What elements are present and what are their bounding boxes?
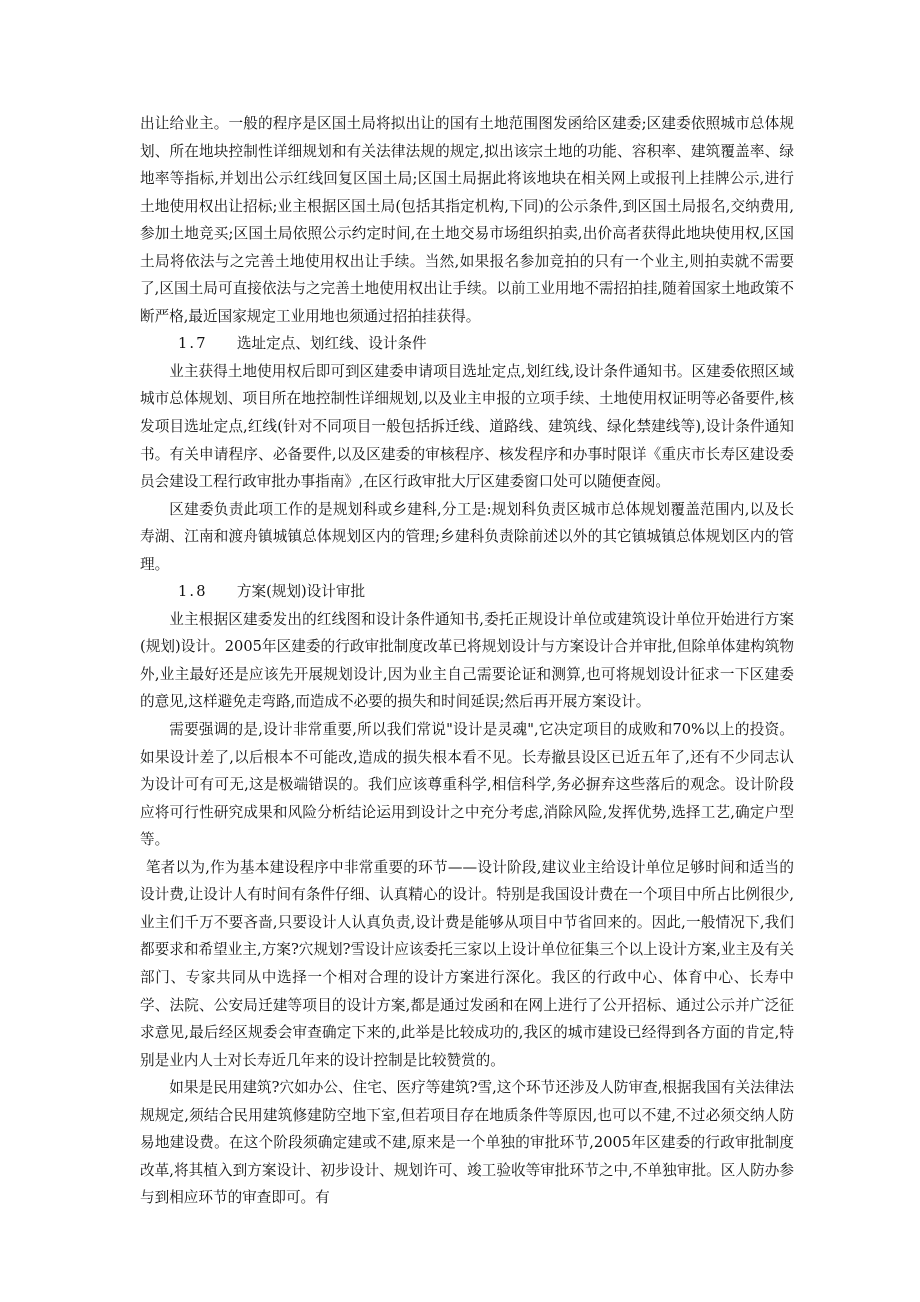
section-heading-1-8: [140, 578, 794, 606]
paragraph-author-opinion: 笔者以为,作为基本建设程序中非常重要的环节——设计阶段,建议业主给设计单位足够时间和适当的设计费,让设计人有时间有条件仔细、认真精心的设计。特别是我国设计费在一个项目中所占比例很少,业主们千万不要吝啬,只要设计人认真负责,设计费是能够从项目中节省回来的。因此,一般情况下,我们都要求和希望业主,方案?穴规划?雪设计应该委托三家以上设计单位征集三个以上设计方案,业主及有关部门、专家共同从中选择一个相对合理的设计方案进行深化。我区的行政中心、体育中心、长寿中学、法院、公安局迁建等项目的设计方案,都是通过发函和在网上进行了公开招标、通过公示并广泛征求意见,最后经区规委会审查确定下来的,此举是比较成功的,我区的城市建设已经得到各方面的肯定,特别是业内人士对长寿近几年来的设计控制是比较赞赏的。: [140, 858, 794, 1069]
paragraph-department-division: 区建委负责此项工作的是规划科或乡建科,分工是:规划科负责区城市总体规划覆盖范围内,以及长寿湖、江南和渡舟镇城镇总体规划区内的管理;乡建科负责除前述以外的其它镇城镇总体规划区内的管理。: [140, 500, 794, 573]
section-heading-1-7: [140, 330, 794, 358]
section-number: 1.7: [177, 335, 208, 353]
document-page: [140, 110, 794, 1212]
paragraph-civil-defense: 如果是民用建筑?穴如办公、住宅、医疗等建筑?雪,这个环节还涉及人防审查,根据我国有关法律法规规定,须结合民用建筑修建防空地下室,但若项目存在地质条件等原因,也可以不建,不过必须交纳人防易地建设费。在这个阶段须确定建或不建,原来是一个单独的审批环节,2005年区建委的行政审批制度改革,将其植入到方案设计、初步设计、规划许可、竣工验收等审批环节之中,不单独审批。区人防办参与到相应环节的审查即可。有: [140, 1079, 794, 1207]
paragraph-design-importance: 需要强调的是,设计非常重要,所以我们常说"设计是灵魂",它决定项目的成败和70%以上的投资。如果设计差了,以后根本不可能改,造成的损失根本看不见。长寿撤县设区已近五年了,还有不少同志认为设计可有可无,这是极端错误的。我们应该尊重科学,相信科学,务必摒弃这些落后的观念。设计阶段应将可行性研究成果和风险分析结论运用到设计之中充分考虑,消除风险,发挥优势,选择工艺,确定户型等。: [140, 721, 794, 849]
section-title: 选址定点、划红线、设计条件: [236, 335, 427, 353]
section-title: 方案(规划)设计审批: [236, 583, 366, 601]
paragraph-site-selection: 业主获得土地使用权后即可到区建委申请项目选址定点,划红线,设计条件通知书。区建委依照区域城市总体规划、项目所在地控制性详细规划,以及业主申报的立项手续、土地使用权证明等必备要件,核发项目选址定点,红线(针对不同项目一般包括拆迁线、道路线、建筑线、绿化禁建线等),设计条件通知书。有关申请程序、必备要件,以及区建委的审核程序、核发程序和办事时限详《重庆市长寿区建设委员会建设工程行政审批办事指南》,在区行政审批大厅区建委窗口处可以随便查阅。: [140, 362, 794, 491]
paragraph-scheme-design: 业主根据区建委发出的红线图和设计条件通知书,委托正规设计单位或建筑设计单位开始进行方案(规划)设计。2005年区建委的行政审批制度改革已将规划设计与方案设计合并审批,但除单体建构筑物外,业主最好还是应该先开展规划设计,因为业主自己需要论证和测算,也可将规划设计征求一下区建委的意见,这样避免走弯路,而造成不必要的损失和时间延误;然后再开展方案设计。: [140, 610, 794, 711]
section-number: 1.8: [177, 583, 208, 601]
paragraph-land-transfer: 出让给业主。一般的程序是区国土局将拟出让的国有土地范围图发函给区建委;区建委依照城市总体规划、所在地块控制性详细规划和有关法律法规的规定,拟出该宗土地的功能、容积率、建筑覆盖率、绿地率等指标,并划出公示红线回复区国土局;区国土局据此将该地块在相关网上或报刊上挂牌公示,进行土地使用权出让招标;业主根据区国土局(包括其指定机构,下同)的公示条件,到区国土局报名,交纳费用,参加土地竞买;区国土局依照公示约定时间,在土地交易市场组织拍卖,出价高者获得此地块使用权,区国土局将依法与之完善土地使用权出让手续。当然,如果报名参加竞拍的只有一个业主,则拍卖就不需要了,区国土局可直接依法与之完善土地使用权出让手续。以前工业用地不需招拍挂,随着国家土地政策不断严格,最近国家规定工业用地也须通过招拍挂获得。: [140, 115, 794, 325]
